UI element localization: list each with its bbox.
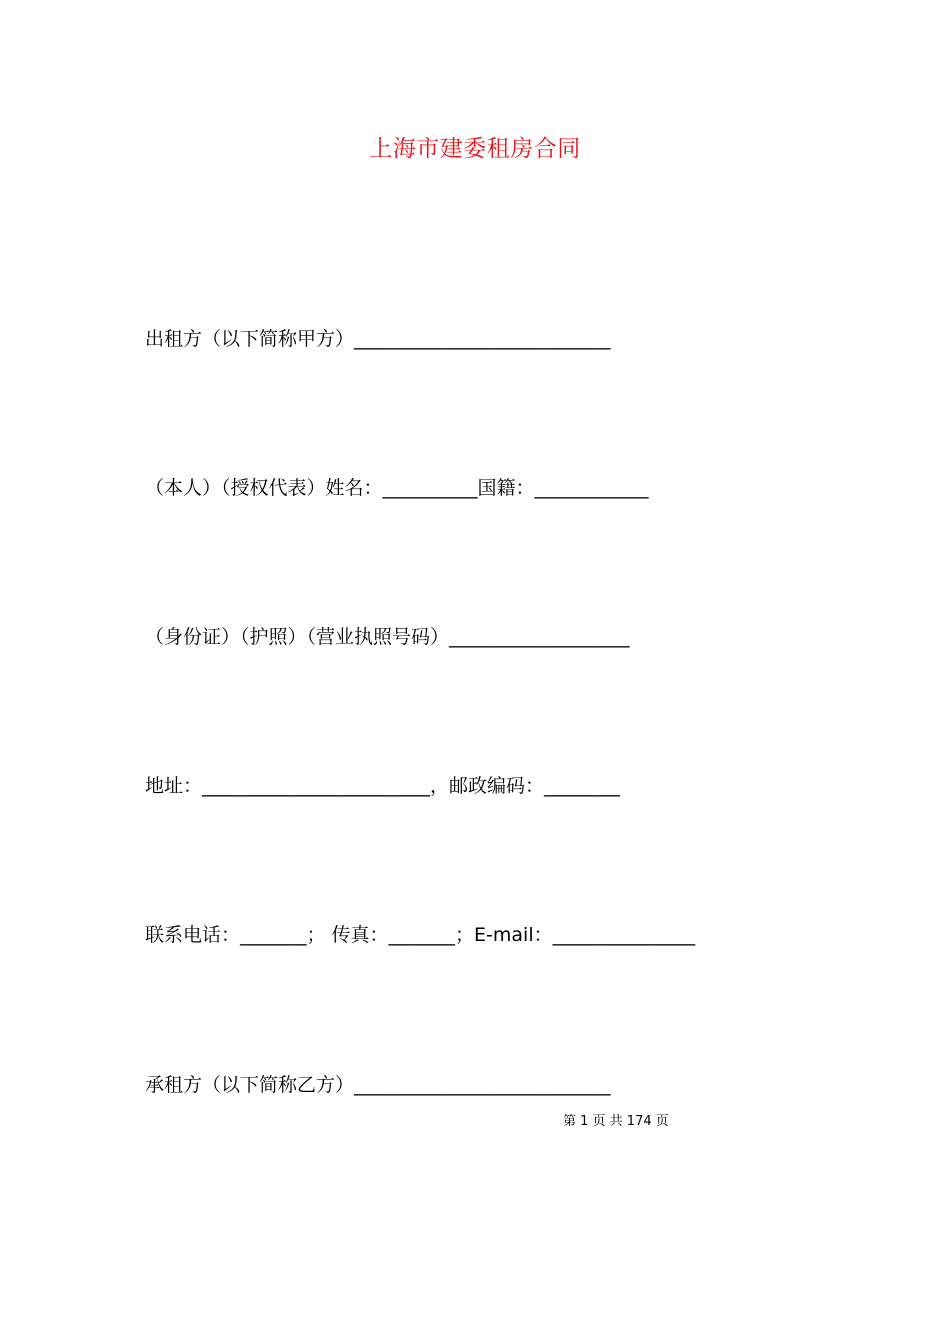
- identity-name-nationality-line: （本人）（授权代表）姓名：__________国籍：____________: [145, 477, 649, 499]
- lessor-line: 出租方（以下简称甲方）___________________________: [145, 328, 611, 350]
- id-passport-license-line: （身份证）（护照）（营业执照号码）___________________: [145, 626, 630, 648]
- page-number: 第 1 页 共 174 页: [563, 1114, 669, 1129]
- document-title: 上海市建委租房合同: [369, 136, 581, 162]
- lessee-line: 承租方（以下简称乙方）___________________________: [145, 1074, 611, 1096]
- address-postcode-line: 地址：________________________，邮政编码：________: [145, 775, 621, 797]
- contact-line: 联系电话：_______； 传真：_______；E-mail：_______________: [145, 924, 696, 946]
